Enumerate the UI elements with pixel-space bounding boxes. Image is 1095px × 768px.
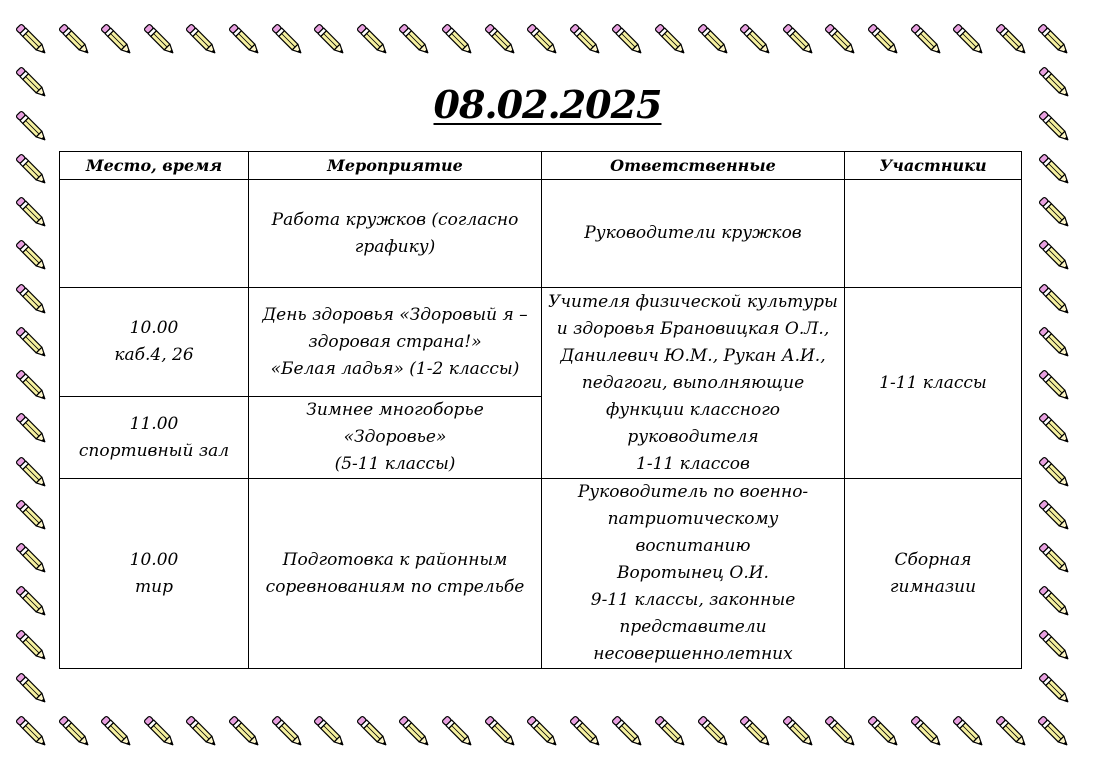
pencil-icon — [907, 20, 947, 60]
text-line: патриотическому воспитанию — [607, 509, 779, 556]
pencil-icon — [12, 323, 52, 363]
pencil-icon — [566, 712, 606, 752]
pencil-icon — [97, 712, 137, 752]
pencil-icon — [949, 20, 989, 60]
pencil-icon — [55, 20, 95, 60]
pencil-icon — [1035, 669, 1075, 709]
pencil-icon — [1034, 712, 1074, 752]
text-line: Руководители кружков — [584, 223, 802, 243]
text-line: Зимнее многоборье «Здоровье» — [306, 400, 484, 447]
pencil-icon — [736, 712, 776, 752]
pencil-icon — [949, 712, 989, 752]
cell-responsible — [542, 180, 845, 288]
cell-place — [60, 288, 249, 397]
pencil-icon — [353, 20, 393, 60]
page-title: 08.02.2025 — [433, 82, 662, 127]
text-line: Учителя физической культуры — [548, 291, 838, 312]
cell-place — [60, 180, 249, 288]
text-line: здоровая страна!» — [308, 331, 482, 352]
cell-participants — [845, 180, 1022, 288]
cell-responsible — [542, 288, 845, 479]
cell-event — [249, 479, 542, 669]
text-line: Сборная — [894, 549, 972, 570]
pencil-icon — [523, 712, 563, 752]
pencil-icon — [395, 712, 435, 752]
pencil-icon — [651, 20, 691, 60]
table-row — [60, 180, 1022, 288]
text-line: 1-11 классы — [879, 372, 987, 393]
text-line: День здоровья «Здоровый я – — [262, 304, 528, 325]
text-line: Воротынец О.И. — [617, 563, 769, 583]
header-event: Мероприятие — [249, 152, 542, 180]
pencil-icon — [438, 20, 478, 60]
table-row — [60, 479, 1022, 669]
pencil-icon — [55, 712, 95, 752]
pencil-icon — [310, 20, 350, 60]
cell-event — [249, 397, 542, 479]
text-line: Подготовка к районным — [282, 549, 508, 570]
pencil-icon — [12, 453, 52, 493]
pencil-icon — [608, 20, 648, 60]
text-line: соревнованиям по стрельбе — [265, 576, 525, 597]
text-line: 9-11 классы, законные — [590, 590, 796, 610]
pencil-icon — [182, 712, 222, 752]
pencil-icon — [779, 712, 819, 752]
pencil-icon — [225, 712, 265, 752]
pencil-icon — [395, 20, 435, 60]
pencil-icon — [97, 20, 137, 60]
pencil-icon — [140, 20, 180, 60]
text-line: 10.00 — [129, 549, 179, 570]
text-line: представители — [619, 617, 767, 637]
pencil-icon — [12, 409, 52, 449]
pencil-icon — [225, 20, 265, 60]
pencil-icon — [736, 20, 776, 60]
pencil-icon — [1035, 453, 1075, 493]
pencil-icon — [1035, 366, 1075, 406]
pencil-icon — [12, 280, 52, 320]
pencil-icon — [268, 20, 308, 60]
text-line: 1-11 классов — [636, 453, 750, 474]
pencil-icon — [1035, 236, 1075, 276]
text-line: (5-11 классы) — [334, 454, 456, 474]
cell-place — [60, 479, 249, 669]
text-line: «Белая ладья» (1-2 классы) — [270, 358, 520, 379]
text-line: 10.00 — [129, 318, 179, 338]
text-line: функции классного — [605, 399, 781, 420]
pencil-icon — [864, 712, 904, 752]
pencil-icon — [1034, 20, 1074, 60]
pencil-icon — [907, 712, 947, 752]
pencil-icon — [353, 712, 393, 752]
pencil-icon — [12, 366, 52, 406]
pencil-icon — [821, 20, 861, 60]
pencil-icon — [310, 712, 350, 752]
pencil-icon — [12, 236, 52, 276]
pencil-icon — [523, 20, 563, 60]
pencil-icon — [12, 20, 52, 60]
pencil-icon — [12, 582, 52, 622]
pencil-icon — [12, 712, 52, 752]
pencil-icon — [992, 20, 1032, 60]
pencil-icon — [1035, 539, 1075, 579]
pencil-icon — [12, 669, 52, 709]
pencil-icon — [1035, 150, 1075, 190]
pencil-icon — [481, 712, 521, 752]
pencil-icon — [694, 712, 734, 752]
header-participants: Участники — [845, 152, 1022, 180]
text-line: гимназии — [889, 576, 977, 597]
pencil-icon — [182, 20, 222, 60]
pencil-icon — [1035, 582, 1075, 622]
text-line: Руководитель по военно- — [577, 482, 809, 502]
pencil-icon — [779, 20, 819, 60]
pencil-icon — [12, 539, 52, 579]
pencil-icon — [140, 712, 180, 752]
pencil-icon — [651, 712, 691, 752]
text-line: и здоровья Брановицкая О.Л., — [556, 318, 830, 339]
text-line: графику) — [354, 236, 436, 257]
pencil-icon — [12, 150, 52, 190]
header-place-time: Место, время — [60, 152, 249, 180]
pencil-icon — [1035, 323, 1075, 363]
pencil-icon — [481, 20, 521, 60]
pencil-icon — [12, 496, 52, 536]
table-header-row — [60, 152, 1022, 180]
text-line: 11.00 — [129, 413, 179, 434]
cell-event — [249, 180, 542, 288]
header-responsible: Ответственные — [542, 152, 845, 180]
schedule-table — [59, 151, 1022, 669]
text-line: Данилевич Ю.М., Рукан А.И., — [560, 345, 826, 366]
text-line: несовершеннолетних — [593, 644, 793, 664]
pencil-icon — [1035, 280, 1075, 320]
text-line: каб.4, 26 — [114, 345, 194, 365]
text-line: тир — [135, 576, 173, 597]
text-line: руководителя — [627, 426, 759, 447]
pencil-icon — [608, 712, 648, 752]
pencil-icon — [438, 712, 478, 752]
text-line: спортивный зал — [78, 440, 230, 461]
pencil-icon — [12, 193, 52, 233]
pencil-icon — [864, 20, 904, 60]
cell-participants — [845, 288, 1022, 479]
pencil-icon — [566, 20, 606, 60]
cell-event — [249, 288, 542, 397]
pencil-icon — [1035, 496, 1075, 536]
pencil-icon — [821, 712, 861, 752]
pencil-icon — [1035, 626, 1075, 666]
pencil-icon — [992, 712, 1032, 752]
text-line: Работа кружков (согласно — [271, 209, 519, 230]
table-row — [60, 288, 1022, 397]
cell-place — [60, 397, 249, 479]
pencil-icon — [268, 712, 308, 752]
text-line: педагоги, выполняющие — [581, 372, 805, 393]
pencil-icon — [12, 626, 52, 666]
cell-responsible — [542, 479, 845, 669]
cell-participants — [845, 479, 1022, 669]
pencil-icon — [694, 20, 734, 60]
pencil-icon — [1035, 193, 1075, 233]
pencil-icon — [1035, 409, 1075, 449]
